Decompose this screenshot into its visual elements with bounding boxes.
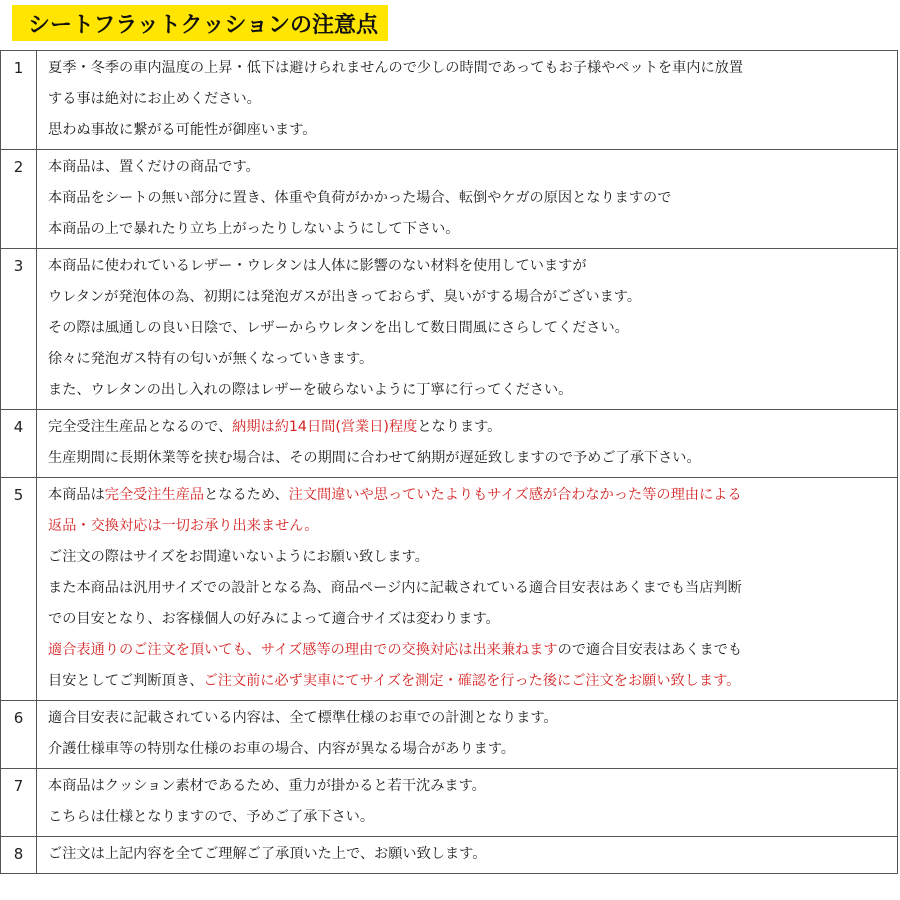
notice-number: 8 bbox=[1, 837, 37, 874]
notice-text-cell bbox=[37, 150, 898, 249]
notice-text-cell bbox=[37, 410, 898, 478]
notice-line bbox=[48, 443, 897, 474]
notice-text: こちらは仕様となりますので、予めご了承下さい。 bbox=[48, 809, 375, 825]
notice-text: 完全受注生産品となるので、 bbox=[48, 419, 233, 435]
notice-text: となるため、 bbox=[204, 487, 289, 503]
notice-line bbox=[48, 771, 897, 802]
notice-row bbox=[1, 249, 898, 410]
notice-text: 本商品は bbox=[48, 487, 105, 503]
notice-text: その際は風通しの良い日陰で、レザーからウレタンを出して数日間風にさらしてください。 bbox=[48, 320, 629, 336]
notice-text: 徐々に発泡ガス特有の匂いが無くなっていきます。 bbox=[48, 351, 374, 367]
notice-text: 生産期間に長期休業等を挟む場合は、その期間に合わせて納期が遅延致しますので予めご了承下さい。 bbox=[48, 450, 701, 466]
notice-line bbox=[48, 839, 897, 870]
notice-line bbox=[48, 152, 897, 183]
notice-text: 本商品の上で暴れたり立ち上がったりしないようにして下さい。 bbox=[48, 221, 460, 237]
notice-line bbox=[48, 344, 897, 375]
notice-text: する事は絶対にお止めください。 bbox=[48, 91, 261, 107]
notice-row bbox=[1, 410, 898, 478]
notice-line bbox=[48, 84, 897, 115]
notice-text: 介護仕様車等の特別な仕様のお車の場合、内容が異なる場合があります。 bbox=[48, 741, 516, 757]
emphasis-text: 納期は約14日間(営業日)程度 bbox=[232, 419, 418, 435]
notice-line bbox=[48, 604, 897, 635]
notice-text: 適合目安表に記載されている内容は、全て標準仕様のお車での計測となります。 bbox=[48, 710, 558, 726]
notice-line bbox=[48, 214, 897, 245]
notice-line bbox=[48, 412, 897, 443]
notice-line bbox=[48, 635, 897, 666]
notice-row bbox=[1, 51, 898, 150]
notice-text: 本商品はクッション素材であるため、重力が掛かると若干沈みます。 bbox=[48, 778, 486, 794]
notice-text: ご注文の際はサイズをお間違いないようにお願い致します。 bbox=[48, 549, 429, 565]
emphasis-text: 注文間違いや思っていたよりもサイズ感が合わなかった等の理由による bbox=[288, 487, 742, 503]
emphasis-text: 適合表通りのご注文を頂いても、サイズ感等の理由での交換対応は出来兼ねます bbox=[48, 642, 558, 658]
notice-text: ウレタンが発泡体の為、初期には発泡ガスが出きっておらず、臭いがする場合がございます。 bbox=[48, 289, 642, 305]
notice-text-cell bbox=[37, 837, 898, 874]
emphasis-text: ご注文前に必ず実車にてサイズを測定・確認を行った後にご注文をお願い致します。 bbox=[203, 673, 741, 689]
emphasis-text: 完全受注生産品 bbox=[104, 487, 205, 503]
notice-text-cell bbox=[37, 51, 898, 150]
notice-number: 7 bbox=[1, 769, 37, 837]
notice-line bbox=[48, 703, 897, 734]
notice-number: 2 bbox=[1, 150, 37, 249]
notice-row bbox=[1, 701, 898, 769]
notice-text: 本商品をシートの無い部分に置き、体重や負荷がかかった場合、転倒やケガの原因となりますので bbox=[48, 190, 672, 206]
emphasis-text: 返品・交換対応は一切お承り出来ません。 bbox=[48, 518, 319, 534]
notice-row bbox=[1, 837, 898, 874]
notice-line bbox=[48, 542, 897, 573]
notice-line bbox=[48, 183, 897, 214]
notice-line bbox=[48, 53, 897, 84]
notice-line bbox=[48, 802, 897, 833]
notice-line bbox=[48, 573, 897, 604]
notice-line bbox=[48, 313, 897, 344]
notice-row bbox=[1, 150, 898, 249]
notice-number: 4 bbox=[1, 410, 37, 478]
notice-text: ので適合目安表はあくまでも bbox=[557, 642, 743, 658]
notice-row bbox=[1, 478, 898, 701]
notice-table-body bbox=[1, 51, 898, 874]
notice-line bbox=[48, 480, 897, 511]
notice-text: 思わぬ事故に繋がる可能性が御座います。 bbox=[48, 122, 317, 138]
notice-text: となります。 bbox=[417, 419, 502, 435]
notice-number: 3 bbox=[1, 249, 37, 410]
notice-line bbox=[48, 666, 897, 697]
notice-text-cell bbox=[37, 478, 898, 701]
notice-row bbox=[1, 769, 898, 837]
notice-text: 本商品は、置くだけの商品です。 bbox=[48, 159, 260, 175]
title-banner bbox=[12, 5, 388, 41]
notice-text: また、ウレタンの出し入れの際はレザーを破らないように丁寧に行ってください。 bbox=[48, 382, 573, 398]
notice-text: ご注文は上記内容を全てご理解ご了承頂いた上で、お願い致します。 bbox=[48, 846, 487, 862]
notice-number: 6 bbox=[1, 701, 37, 769]
notice-text-cell bbox=[37, 249, 898, 410]
notice-number: 5 bbox=[1, 478, 37, 701]
notice-line bbox=[48, 511, 897, 542]
notice-text: 目安としてご判断頂き、 bbox=[48, 673, 204, 689]
notice-line bbox=[48, 282, 897, 313]
notice-text-cell bbox=[37, 769, 898, 837]
notice-text: 夏季・冬季の車内温度の上昇・低下は避けられませんので少しの時間であってもお子様やペットを車内に放置 bbox=[48, 60, 744, 76]
notice-text: での目安となり、お客様個人の好みによって適合サイズは変わります。 bbox=[48, 611, 500, 627]
notice-line bbox=[48, 734, 897, 765]
notice-text-cell bbox=[37, 701, 898, 769]
notice-number: 1 bbox=[1, 51, 37, 150]
notice-line bbox=[48, 115, 897, 146]
page-title: シートフラットクッションの注意点 bbox=[28, 12, 379, 38]
notice-line bbox=[48, 375, 897, 406]
notice-text: 本商品に使われているレザー・ウレタンは人体に影響のない材料を使用していますが bbox=[48, 258, 587, 274]
notice-table bbox=[0, 50, 898, 874]
notice-text: また本商品は汎用サイズでの設計となる為、商品ページ内に記載されている適合目安表はあくまでも当店判断 bbox=[48, 580, 742, 596]
notice-line bbox=[48, 251, 897, 282]
